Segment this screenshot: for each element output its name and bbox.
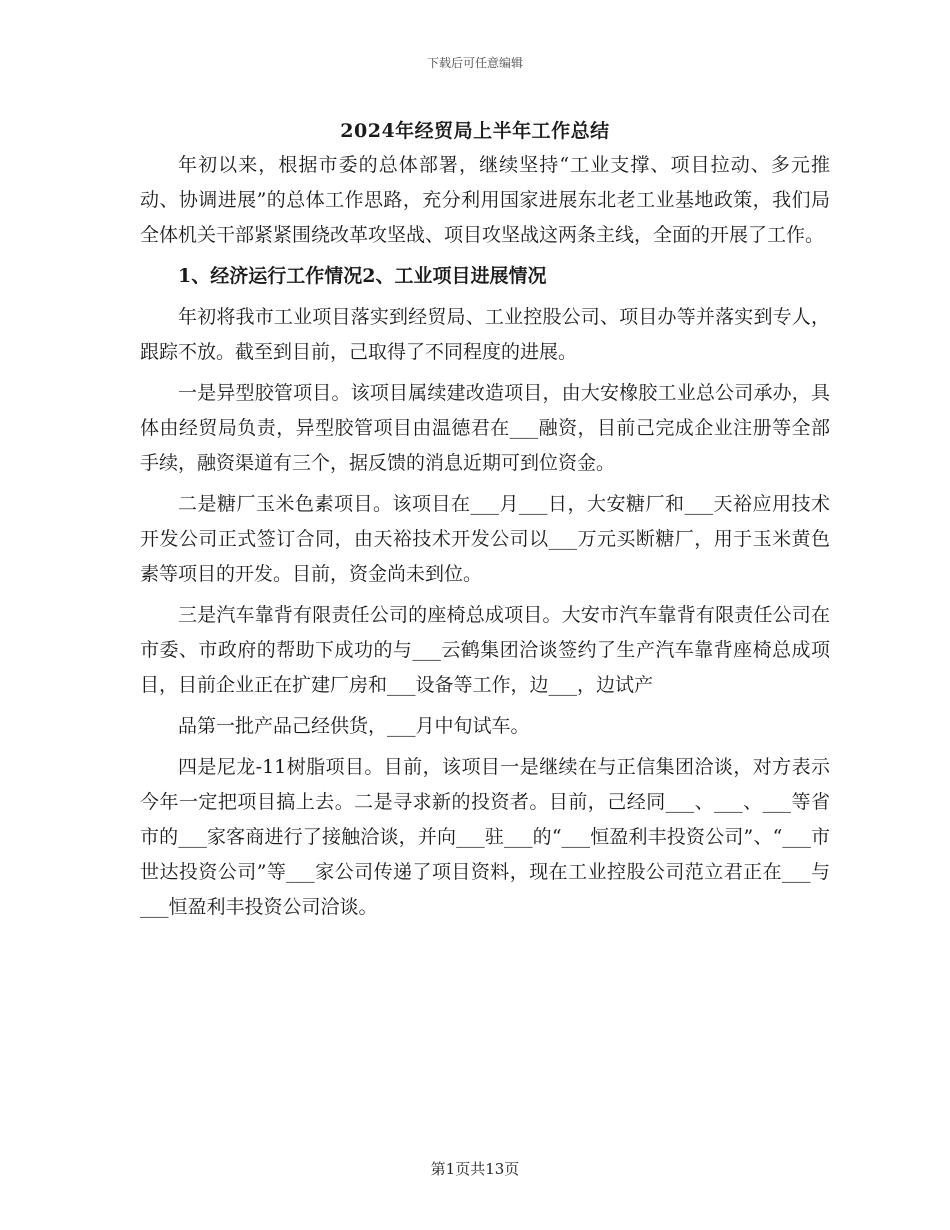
page-header: 下载后可任意编辑 [426, 56, 523, 70]
paragraph-seat-continued: 品第一批产品己经供货，___月中旬试车。 [178, 715, 530, 737]
paragraph-nylon-project: 四是尼龙-11树脂项目。目前，该项目一是继续在与正信集团洽谈，对方表示今年一定把项目搞上去。二是寻求新的投资者。目前，己经同___、___、___等省市的___家客商进行了接触洽谈，并向___驻___的“___恒盈利丰投资公司”、“___市世达投资公司”等___家公司传递了项目资料，现在工业控股公司范立君正在___与___恒盈利丰投资公司洽谈。 [140, 756, 830, 918]
page-footer: 第1页共13页 [430, 1160, 520, 1178]
paragraph-hose-project: 一是异型胶管项目。该项目属续建改造项目，由大安橡胶工业总公司承办，具体由经贸局负责，异型胶管项目由温德君在___融资，目前己完成企业注册等全部手续，融资渠道有三个，据反馈的消息近期可到位资金。 [140, 382, 830, 474]
document-title: 2024年经贸局上半年工作总结 [340, 120, 610, 142]
document-body [140, 148, 830, 925]
section-heading: 1、经济运行工作情况2、工业项目进展情况 [178, 265, 547, 287]
paragraph-projects: 年初将我市工业项目落实到经贸局、工业控股公司、项目办等并落实到专人，跟踪不放。截至到目前，己取得了不同程度的进展。 [140, 306, 830, 363]
paragraph-seat-project: 三是汽车靠背有限责任公司的座椅总成项目。大安市汽车靠背有限责任公司在市委、市政府的帮助下成功的与___云鹤集团洽谈签约了生产汽车靠背座椅总成项目，目前企业正在扩建厂房和___设备等工作，边___，边试产 [140, 604, 830, 696]
paragraph-intro: 年初以来，根据市委的总体部署，继续坚持“工业支撑、项目拉动、多元推动、协调进展”的总体工作思路，充分利用国家进展东北老工业基地政策，我们局全体机关干部紧紧围绕改革攻坚战、项目攻坚战这两条主线，全面的开展了工作。 [140, 154, 830, 246]
paragraph-sugar-project: 二是糖厂玉米色素项目。该项目在___月___日，大安糖厂和___天裕应用技术开发公司正式签订合同，由天裕技术开发公司以___万元买断糖厂，用于玉米黄色素等项目的开发。目前，资金尚未到位。 [140, 493, 830, 585]
